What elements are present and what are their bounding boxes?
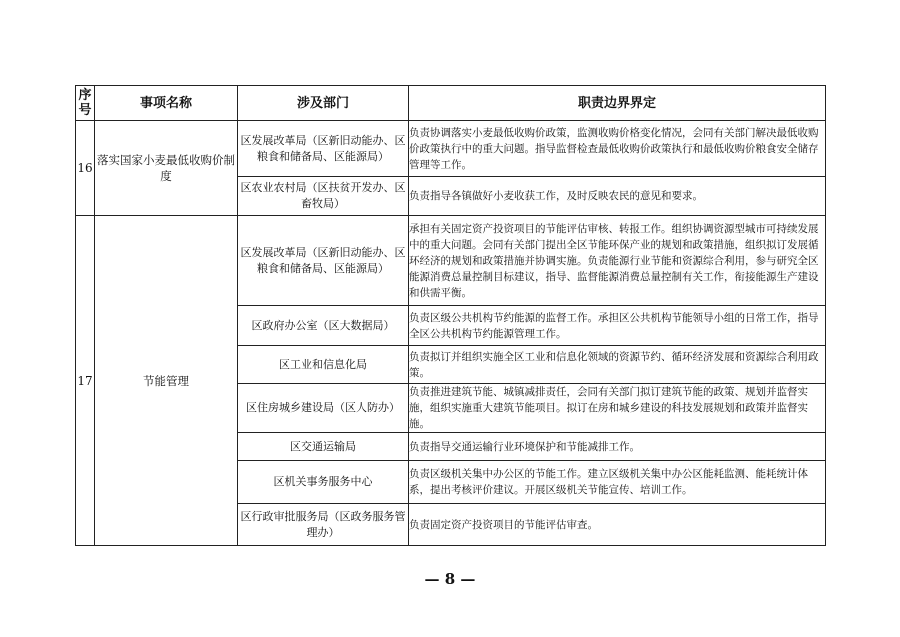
table-header-row	[76, 86, 826, 121]
duty-boundary-table	[75, 85, 826, 546]
header-item-name: 事项名称	[95, 86, 238, 121]
header-number: 序号	[76, 86, 95, 121]
item-name: 节能管理	[95, 216, 238, 546]
duty-cell: 负责协调落实小麦最低收购价政策，监测收购价格变化情况，会同有关部门解决最低收购价政策执行中的重大问题。指导监督检查最低收购价政策执行和最低收购价粮食安全储存管理等工作。	[409, 121, 826, 177]
item-name: 落实国家小麦最低收购价制度	[95, 121, 238, 216]
department-cell: 区交通运输局	[238, 433, 409, 461]
page-number: — 8 —	[424, 570, 476, 588]
item-number: 17	[76, 216, 95, 546]
duty-cell: 负责区级机关集中办公区的节能工作。建立区级机关集中办公区能耗监测、能耗统计体系，提出考核评价建议。开展区级机关节能宣传、培训工作。	[409, 461, 826, 504]
department-cell: 区发展改革局（区新旧动能办、区粮食和储备局、区能源局）	[238, 216, 409, 306]
duty-cell: 负责固定资产投资项目的节能评估审查。	[409, 504, 826, 546]
duty-cell: 负责指导各镇做好小麦收获工作，及时反映农民的意见和要求。	[409, 177, 826, 216]
department-cell: 区住房城乡建设局（区人防办）	[238, 384, 409, 433]
table-row	[76, 216, 826, 306]
department-cell: 区机关事务服务中心	[238, 461, 409, 504]
item-number: 16	[76, 121, 95, 216]
duty-cell: 负责区级公共机构节约能源的监督工作。承担区公共机构节能领导小组的日常工作，指导全区公共机构节约能源管理工作。	[409, 306, 826, 346]
department-cell: 区政府办公室（区大数据局）	[238, 306, 409, 346]
duty-cell: 负责拟订并组织实施全区工业和信息化领域的资源节约、循环经济发展和资源综合利用政策。	[409, 346, 826, 384]
header-duty-boundary: 职责边界界定	[409, 86, 826, 121]
table-row	[76, 121, 826, 177]
duty-cell: 负责指导交通运输行业环境保护和节能减排工作。	[409, 433, 826, 461]
header-department: 涉及部门	[238, 86, 409, 121]
duty-cell: 负责推进建筑节能、城镇减排责任，会同有关部门拟订建筑节能的政策、规划并监督实施，组织实施重大建筑节能项目。拟订在房和城乡建设的科技发展规划和政策并监督实施。	[409, 384, 826, 433]
department-cell: 区工业和信息化局	[238, 346, 409, 384]
department-cell: 区行政审批服务局（区政务服务管理办）	[238, 504, 409, 546]
duty-cell: 承担有关固定资产投资项目的节能评估审核、转报工作。组织协调资源型城市可持续发展中的重大问题。会同有关部门提出全区节能环保产业的规划和政策措施，组织拟订发展循环经济的规划和政策措施并协调实施。负责能源行业节能和资源综合利用，参与研究全区能源消费总量控制目标建议，指导、监督能源消费总量控制有关工作，衔接能源生产建设和供需平衡。	[409, 216, 826, 306]
department-cell: 区发展改革局（区新旧动能办、区粮食和储备局、区能源局）	[238, 121, 409, 177]
department-cell: 区农业农村局（区扶贫开发办、区畜牧局）	[238, 177, 409, 216]
